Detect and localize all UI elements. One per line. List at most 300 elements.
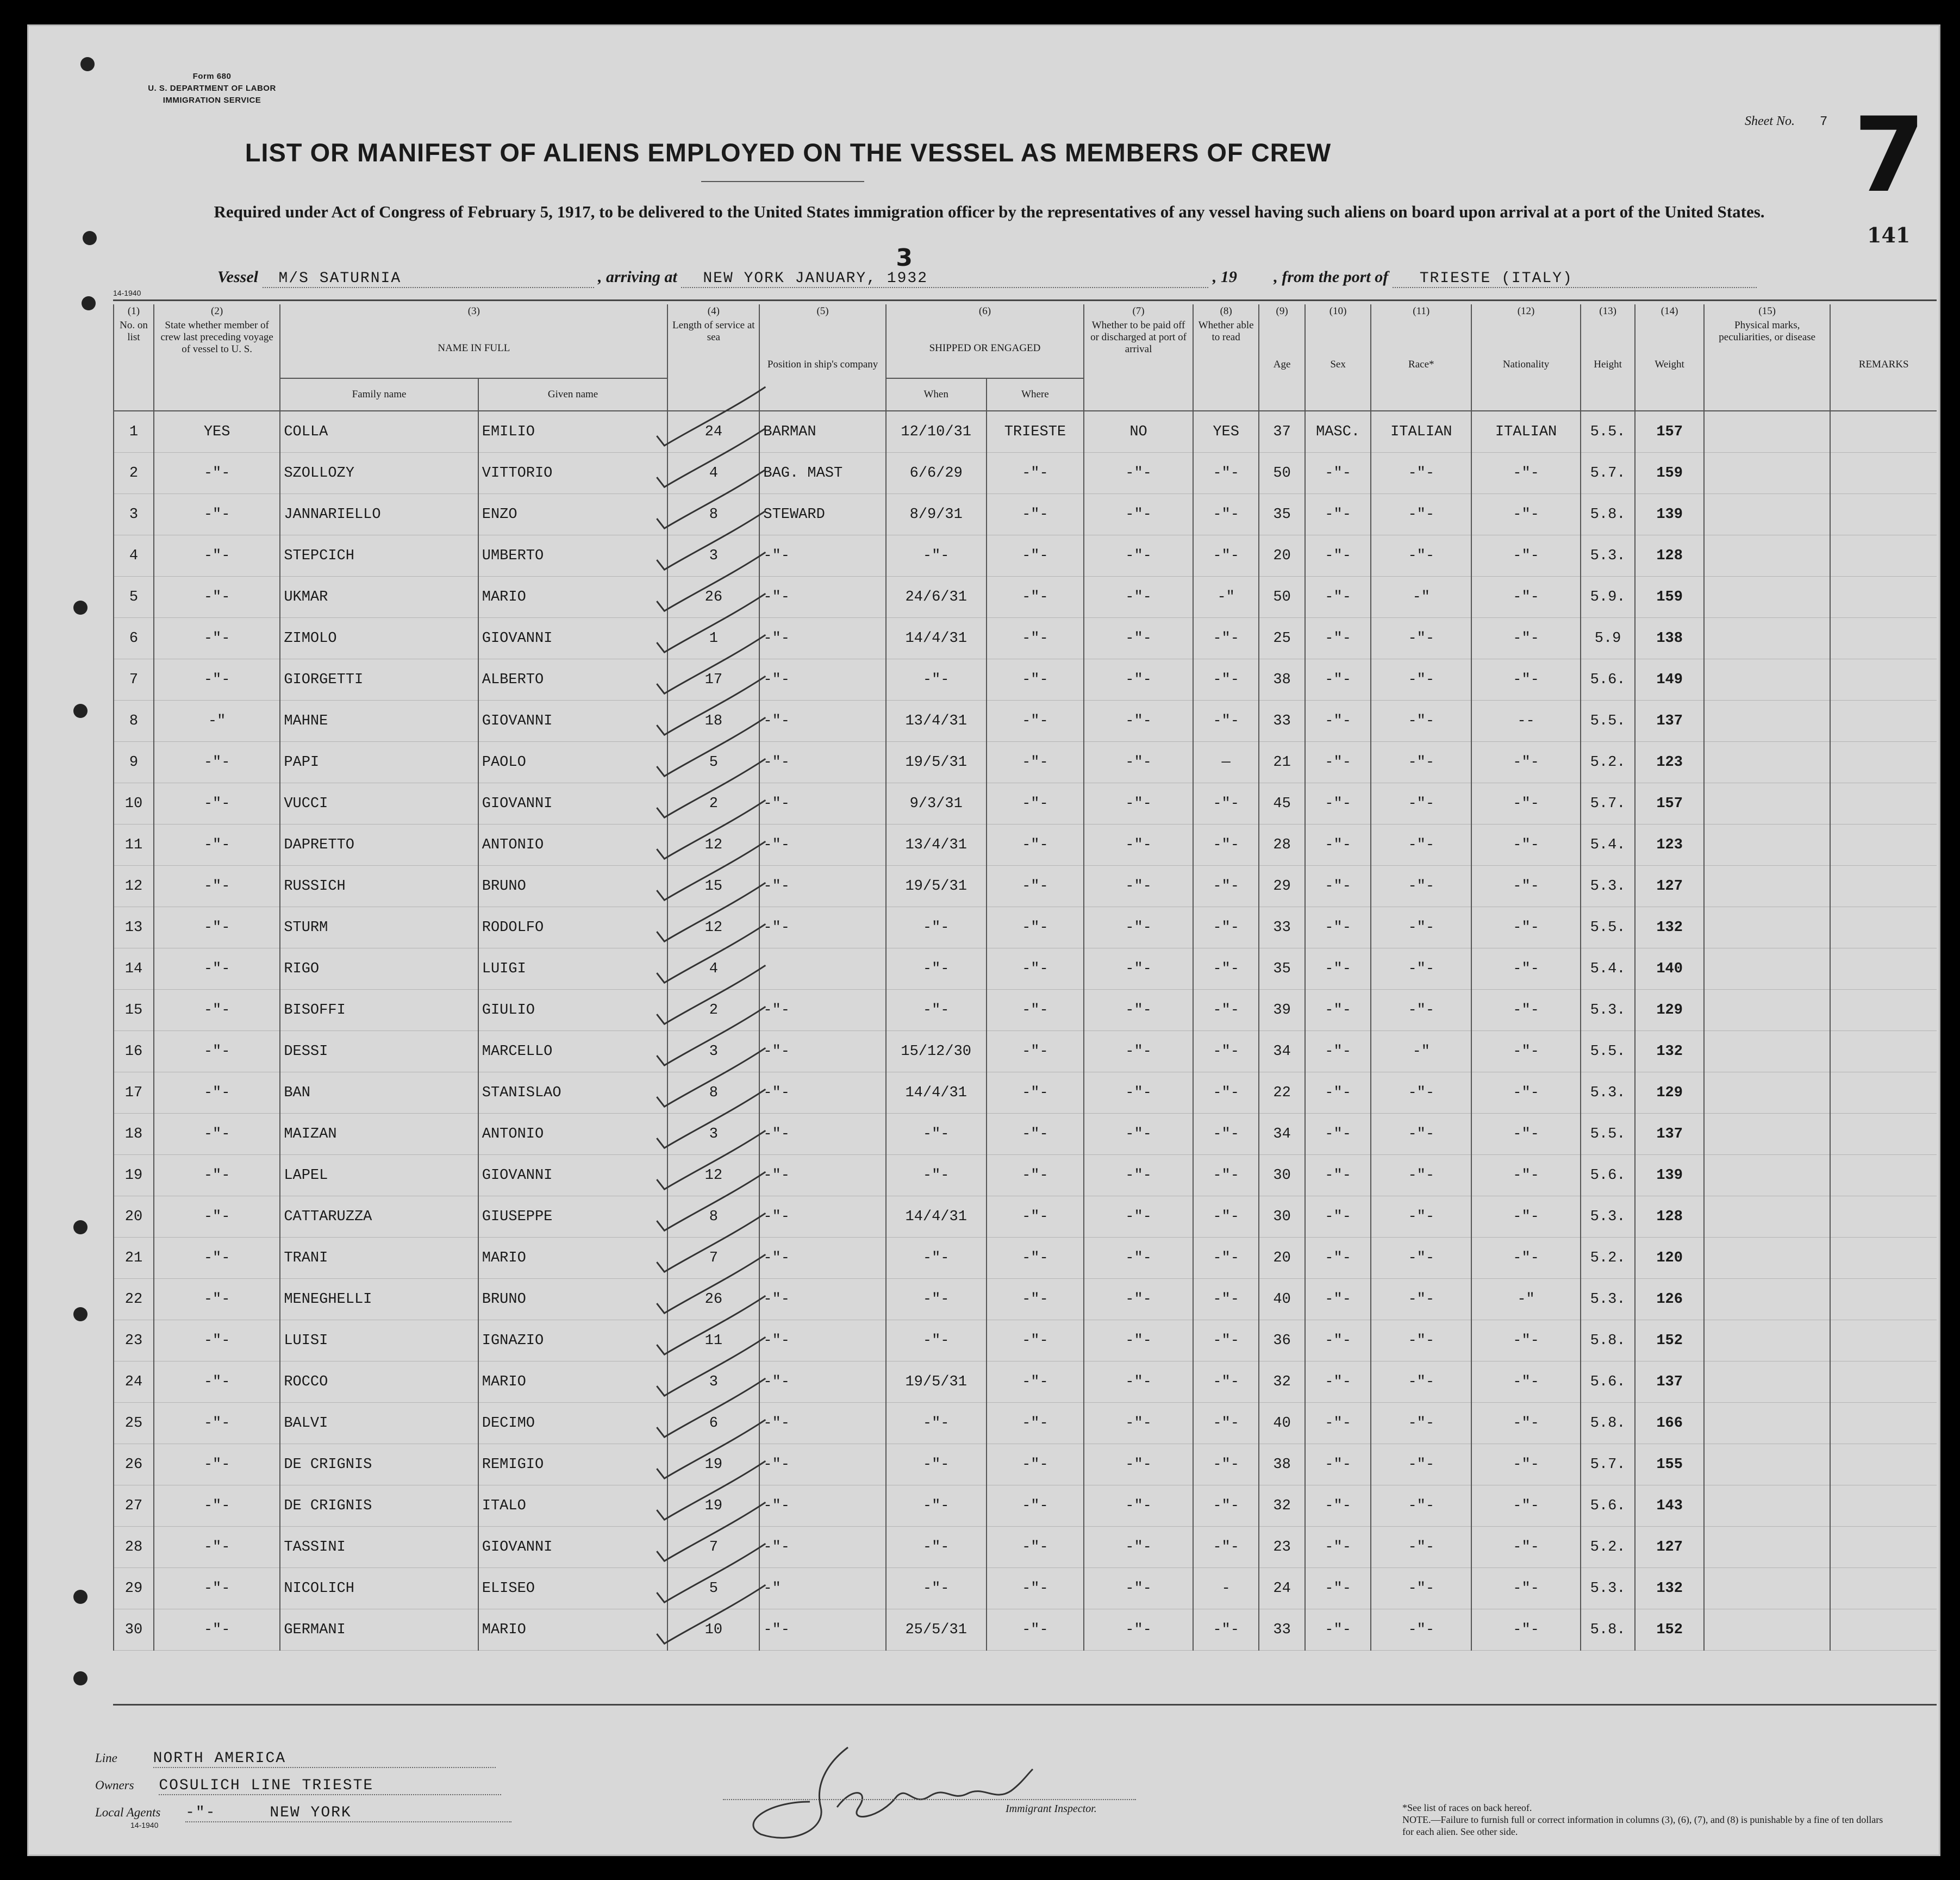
cell-sex: -"- <box>1305 1403 1371 1444</box>
cell-engaged-where: -"- <box>987 742 1084 783</box>
table-row <box>114 1238 1937 1279</box>
cell-row-number: 20 <box>114 1196 154 1238</box>
cell-position: -"- <box>759 742 885 783</box>
cell-weight: 137 <box>1635 1114 1704 1155</box>
table-row <box>114 1155 1937 1196</box>
cell-position: -"- <box>759 577 885 618</box>
cell-given-name: MARIO <box>478 577 668 618</box>
cell-prev-voyage: -" <box>154 701 280 742</box>
col-remarks: REMARKS <box>1830 318 1937 411</box>
table-row <box>114 1196 1937 1238</box>
crew-table <box>113 304 1937 1651</box>
cell-weight: 143 <box>1635 1485 1704 1527</box>
table-row <box>114 783 1937 825</box>
cell-physical-marks <box>1704 535 1830 577</box>
page-number: 141 <box>1867 223 1911 247</box>
cell-height: 5.7. <box>1581 783 1635 825</box>
cell-nationality: -"- <box>1471 948 1581 990</box>
table-row <box>114 948 1937 990</box>
cell-nationality: -"- <box>1471 1155 1581 1196</box>
cell-position: BAG. MAST <box>759 453 885 494</box>
cell-service-length: 18 <box>667 701 759 742</box>
cell-engaged-where: -"- <box>987 948 1084 990</box>
cell-family-name: TASSINI <box>280 1527 478 1568</box>
cell-paid-off: -"- <box>1084 1320 1193 1361</box>
cell-physical-marks <box>1704 1361 1830 1403</box>
cell-given-name: ANTONIO <box>478 825 668 866</box>
cell-height: 5.7. <box>1581 1444 1635 1485</box>
cell-age: 40 <box>1259 1403 1305 1444</box>
cell-given-name: BRUNO <box>478 866 668 907</box>
sheet-number-value: 7 <box>1819 115 1828 129</box>
cell-prev-voyage: -"- <box>154 866 280 907</box>
cell-service-length: 2 <box>667 783 759 825</box>
cell-row-number: 30 <box>114 1609 154 1651</box>
cell-height: 5.6. <box>1581 1361 1635 1403</box>
cell-weight: 132 <box>1635 907 1704 948</box>
cell-prev-voyage: -"- <box>154 1444 280 1485</box>
col-num-6: (6) <box>886 304 1084 318</box>
cell-given-name: ALBERTO <box>478 659 668 701</box>
cell-able-to-read: -"- <box>1193 453 1259 494</box>
sheet-number-label: Sheet No. <box>1745 114 1795 128</box>
cell-family-name: PAPI <box>280 742 478 783</box>
col-when: When <box>886 378 987 411</box>
title-rule <box>701 181 864 182</box>
cell-height: 5.6. <box>1581 1485 1635 1527</box>
cell-sex: -"- <box>1305 535 1371 577</box>
cell-given-name: STANISLAO <box>478 1072 668 1114</box>
agents-ditto: -"- <box>185 1804 216 1821</box>
cell-able-to-read: -"- <box>1193 1485 1259 1527</box>
cell-row-number: 25 <box>114 1403 154 1444</box>
cell-service-length: 5 <box>667 742 759 783</box>
cell-sex: -"- <box>1305 907 1371 948</box>
cell-engaged-where: -"- <box>987 1568 1084 1609</box>
cell-height: 5.7. <box>1581 453 1635 494</box>
cell-prev-voyage: -"- <box>154 948 280 990</box>
cell-nationality: -"- <box>1471 1361 1581 1403</box>
col-num-5: (5) <box>759 304 885 318</box>
cell-sex: -"- <box>1305 1568 1371 1609</box>
table-row <box>114 742 1937 783</box>
cell-remarks <box>1830 948 1937 990</box>
punch-hole <box>73 1220 88 1234</box>
cell-race: -"- <box>1371 535 1471 577</box>
cell-given-name: BRUNO <box>478 1279 668 1320</box>
cell-weight: 123 <box>1635 825 1704 866</box>
cell-engaged-when: -"- <box>886 907 987 948</box>
cell-able-to-read: -"- <box>1193 701 1259 742</box>
vessel-name: M/S SATURNIA <box>263 270 594 288</box>
cell-race: -" <box>1371 1031 1471 1072</box>
cell-service-length: 7 <box>667 1527 759 1568</box>
cell-sex: -"- <box>1305 1485 1371 1527</box>
cell-engaged-when: 24/6/31 <box>886 577 987 618</box>
cell-engaged-when: -"- <box>886 1527 987 1568</box>
table-row <box>114 1072 1937 1114</box>
col-name-in-full: NAME IN FULL <box>280 318 667 378</box>
cell-physical-marks <box>1704 494 1830 535</box>
cell-position: -"- <box>759 1114 885 1155</box>
cell-weight: 152 <box>1635 1609 1704 1651</box>
cell-weight: 132 <box>1635 1031 1704 1072</box>
cell-sex: -"- <box>1305 494 1371 535</box>
cell-weight: 140 <box>1635 948 1704 990</box>
cell-prev-voyage: -"- <box>154 1361 280 1403</box>
cell-prev-voyage: -"- <box>154 1196 280 1238</box>
cell-able-to-read: -"- <box>1193 1196 1259 1238</box>
cell-row-number: 17 <box>114 1072 154 1114</box>
sheet-number <box>1745 114 1827 129</box>
cell-able-to-read: YES <box>1193 411 1259 453</box>
cell-remarks <box>1830 783 1937 825</box>
cell-sex: -"- <box>1305 1072 1371 1114</box>
cell-physical-marks <box>1704 1196 1830 1238</box>
cell-row-number: 15 <box>114 990 154 1031</box>
cell-sex: -"- <box>1305 1238 1371 1279</box>
cell-row-number: 4 <box>114 535 154 577</box>
cell-remarks <box>1830 1444 1937 1485</box>
cell-height: 5.5. <box>1581 1031 1635 1072</box>
cell-position: -"- <box>759 990 885 1031</box>
cell-service-length: 3 <box>667 1114 759 1155</box>
cell-paid-off: -"- <box>1084 1403 1193 1444</box>
cell-physical-marks <box>1704 1114 1830 1155</box>
cell-family-name: BISOFFI <box>280 990 478 1031</box>
cell-race: -"- <box>1371 1485 1471 1527</box>
cell-paid-off: -"- <box>1084 948 1193 990</box>
cell-prev-voyage: -"- <box>154 659 280 701</box>
cell-engaged-where: -"- <box>987 1114 1084 1155</box>
cell-height: 5.9. <box>1581 577 1635 618</box>
cell-nationality: -"- <box>1471 1609 1581 1651</box>
cell-row-number: 28 <box>114 1527 154 1568</box>
cell-engaged-where: -"- <box>987 659 1084 701</box>
cell-given-name: ENZO <box>478 494 668 535</box>
cell-height: 5.6. <box>1581 659 1635 701</box>
form-code-top: 14-1940 <box>113 289 141 297</box>
cell-able-to-read: -"- <box>1193 1279 1259 1320</box>
punch-hole <box>80 57 95 71</box>
penalty-note: NOTE.—Failure to furnish full or correct information in columns (3), (6), (7), and (8) is punishable by a fine of ten dollars for each alien. See other side. <box>1402 1814 1883 1837</box>
agents-value <box>185 1804 511 1822</box>
cell-engaged-when: 13/4/31 <box>886 701 987 742</box>
cell-remarks <box>1830 825 1937 866</box>
cell-sex: -"- <box>1305 783 1371 825</box>
col-num-15: (15) <box>1704 304 1830 318</box>
cell-position: -"- <box>759 1444 885 1485</box>
cell-nationality: -"- <box>1471 1031 1581 1072</box>
cell-nationality: -"- <box>1471 1485 1581 1527</box>
cell-prev-voyage: -"- <box>154 1527 280 1568</box>
cell-engaged-where: -"- <box>987 618 1084 659</box>
arriving-label: , arriving at <box>598 268 677 286</box>
cell-row-number: 19 <box>114 1155 154 1196</box>
cell-remarks <box>1830 659 1937 701</box>
from-label: , from the port of <box>1274 268 1389 286</box>
col-weight: Weight <box>1635 318 1704 411</box>
cell-weight: 127 <box>1635 866 1704 907</box>
cell-nationality: -"- <box>1471 1072 1581 1114</box>
cell-race: -"- <box>1371 1361 1471 1403</box>
cell-engaged-when: 19/5/31 <box>886 1361 987 1403</box>
cell-engaged-where: -"- <box>987 453 1084 494</box>
col-num-4: (4) <box>667 304 759 318</box>
cell-position: -"- <box>759 1527 885 1568</box>
cell-height: 5.3. <box>1581 1196 1635 1238</box>
cell-row-number: 21 <box>114 1238 154 1279</box>
cell-position: -"- <box>759 618 885 659</box>
cell-sex: -"- <box>1305 1279 1371 1320</box>
cell-nationality: -"- <box>1471 1403 1581 1444</box>
cell-engaged-when: 15/12/30 <box>886 1031 987 1072</box>
cell-paid-off: -"- <box>1084 1485 1193 1527</box>
cell-prev-voyage: -"- <box>154 1114 280 1155</box>
cell-remarks <box>1830 453 1937 494</box>
cell-race: -"- <box>1371 825 1471 866</box>
cell-engaged-where: TRIESTE <box>987 411 1084 453</box>
col-no-on-list: No. on list <box>114 318 154 411</box>
cell-family-name: JANNARIELLO <box>280 494 478 535</box>
cell-physical-marks <box>1704 1403 1830 1444</box>
cell-position: -"- <box>759 1196 885 1238</box>
cell-family-name: GERMANI <box>280 1609 478 1651</box>
cell-race: -"- <box>1371 1444 1471 1485</box>
cell-engaged-where: -"- <box>987 701 1084 742</box>
cell-able-to-read: -"- <box>1193 948 1259 990</box>
cell-family-name: MAIZAN <box>280 1114 478 1155</box>
cell-remarks <box>1830 701 1937 742</box>
table-row <box>114 1485 1937 1527</box>
cell-age: 24 <box>1259 1568 1305 1609</box>
cell-sex: -"- <box>1305 618 1371 659</box>
cell-paid-off: -"- <box>1084 1196 1193 1238</box>
table-row <box>114 1609 1937 1651</box>
cell-remarks <box>1830 1403 1937 1444</box>
cell-weight: 132 <box>1635 1568 1704 1609</box>
cell-weight: 120 <box>1635 1238 1704 1279</box>
cell-prev-voyage: -"- <box>154 783 280 825</box>
cell-age: 36 <box>1259 1320 1305 1361</box>
cell-race: -"- <box>1371 1527 1471 1568</box>
cell-engaged-when: 13/4/31 <box>886 825 987 866</box>
cell-height: 5.3. <box>1581 866 1635 907</box>
cell-position: -"- <box>759 825 885 866</box>
cell-engaged-when: 19/5/31 <box>886 742 987 783</box>
cell-age: 33 <box>1259 1609 1305 1651</box>
cell-prev-voyage: -"- <box>154 618 280 659</box>
cell-age: 38 <box>1259 1444 1305 1485</box>
service-name: IMMIGRATION SERVICE <box>163 96 261 105</box>
crew-rows <box>114 411 1937 1651</box>
cell-prev-voyage: -"- <box>154 453 280 494</box>
cell-race: -"- <box>1371 1155 1471 1196</box>
requirement-text: Required under Act of Congress of February 5, 1917, to be delivered to the United States immigration officer by the representatives of any vessel having such aliens on board upon arrival at a port of the United States. <box>214 202 1765 221</box>
cell-family-name: BALVI <box>280 1403 478 1444</box>
cell-race: -"- <box>1371 866 1471 907</box>
cell-row-number: 13 <box>114 907 154 948</box>
cell-physical-marks <box>1704 948 1830 990</box>
cell-remarks <box>1830 411 1937 453</box>
cell-engaged-when: -"- <box>886 535 987 577</box>
cell-race: ITALIAN <box>1371 411 1471 453</box>
cell-paid-off: -"- <box>1084 494 1193 535</box>
cell-able-to-read: -"- <box>1193 1444 1259 1485</box>
cell-row-number: 22 <box>114 1279 154 1320</box>
cell-race: -"- <box>1371 948 1471 990</box>
cell-age: 28 <box>1259 825 1305 866</box>
cell-engaged-when: -"- <box>886 1485 987 1527</box>
manifest-sheet <box>27 24 1940 1856</box>
cell-row-number: 8 <box>114 701 154 742</box>
cell-nationality: -"- <box>1471 535 1581 577</box>
cell-able-to-read: -"- <box>1193 659 1259 701</box>
cell-family-name: GIORGETTI <box>280 659 478 701</box>
cell-prev-voyage: -"- <box>154 1155 280 1196</box>
cell-race: -"- <box>1371 1568 1471 1609</box>
cell-age: 34 <box>1259 1114 1305 1155</box>
cell-prev-voyage: -"- <box>154 1609 280 1651</box>
cell-engaged-where: -"- <box>987 866 1084 907</box>
cell-engaged-when: -"- <box>886 1320 987 1361</box>
table-row <box>114 990 1937 1031</box>
cell-height: 5.9 <box>1581 618 1635 659</box>
cell-age: 30 <box>1259 1155 1305 1196</box>
cell-family-name: NICOLICH <box>280 1568 478 1609</box>
handwritten-day: 3 <box>896 244 914 272</box>
cell-weight: 157 <box>1635 783 1704 825</box>
cell-service-length: 8 <box>667 1072 759 1114</box>
table-row <box>114 453 1937 494</box>
cell-age: 33 <box>1259 907 1305 948</box>
cell-weight: 139 <box>1635 494 1704 535</box>
cell-able-to-read: -"- <box>1193 1527 1259 1568</box>
cell-nationality: -"- <box>1471 453 1581 494</box>
cell-race: -"- <box>1371 494 1471 535</box>
column-title-row <box>114 318 1937 378</box>
cell-paid-off: -"- <box>1084 1568 1193 1609</box>
cell-prev-voyage: -"- <box>154 907 280 948</box>
cell-able-to-read: -"- <box>1193 1072 1259 1114</box>
cell-prev-voyage: -"- <box>154 1072 280 1114</box>
table-row <box>114 907 1937 948</box>
page-title: LIST OR MANIFEST OF ALIENS EMPLOYED ON THE VESSEL AS MEMBERS OF CREW <box>245 138 1332 167</box>
cell-paid-off: -"- <box>1084 701 1193 742</box>
cell-paid-off: -"- <box>1084 453 1193 494</box>
cell-nationality: -"- <box>1471 907 1581 948</box>
cell-engaged-where: -"- <box>987 990 1084 1031</box>
cell-position: -"- <box>759 1485 885 1527</box>
cell-height: 5.2. <box>1581 1527 1635 1568</box>
cell-service-length: 8 <box>667 494 759 535</box>
cell-family-name: RIGO <box>280 948 478 990</box>
cell-given-name: GIOVANNI <box>478 1155 668 1196</box>
col-where: Where <box>987 378 1084 411</box>
cell-paid-off: -"- <box>1084 1031 1193 1072</box>
cell-remarks <box>1830 742 1937 783</box>
col-family-name: Family name <box>280 378 478 411</box>
cell-nationality: -"- <box>1471 1568 1581 1609</box>
cell-row-number: 2 <box>114 453 154 494</box>
cell-family-name: UKMAR <box>280 577 478 618</box>
cell-position: -"- <box>759 535 885 577</box>
cell-remarks <box>1830 1238 1937 1279</box>
cell-physical-marks <box>1704 1320 1830 1361</box>
cell-sex: -"- <box>1305 1320 1371 1361</box>
cell-sex: -"- <box>1305 659 1371 701</box>
cell-nationality: -"- <box>1471 494 1581 535</box>
cell-given-name: EMILIO <box>478 411 668 453</box>
cell-family-name: DAPRETTO <box>280 825 478 866</box>
table-top-rule <box>113 299 1937 301</box>
cell-physical-marks <box>1704 1485 1830 1527</box>
table-row <box>114 535 1937 577</box>
cell-remarks <box>1830 494 1937 535</box>
table-row <box>114 1444 1937 1485</box>
cell-engaged-where: -"- <box>987 1072 1084 1114</box>
cell-height: 5.8. <box>1581 1403 1635 1444</box>
cell-race: -"- <box>1371 1320 1471 1361</box>
cell-engaged-when: -"- <box>886 990 987 1031</box>
cell-engaged-where: -"- <box>987 1238 1084 1279</box>
cell-position: -"- <box>759 783 885 825</box>
cell-engaged-when: 12/10/31 <box>886 411 987 453</box>
cell-given-name: ELISEO <box>478 1568 668 1609</box>
cell-able-to-read: -"- <box>1193 494 1259 535</box>
cell-race: -"- <box>1371 1238 1471 1279</box>
cell-weight: 137 <box>1635 1361 1704 1403</box>
owners-value: COSULICH LINE TRIESTE <box>159 1777 501 1795</box>
punch-hole <box>73 1590 88 1604</box>
cell-sex: -"- <box>1305 866 1371 907</box>
cell-row-number: 9 <box>114 742 154 783</box>
col-race: Race* <box>1371 318 1471 411</box>
cell-race: -"- <box>1371 659 1471 701</box>
cell-age: 40 <box>1259 1279 1305 1320</box>
cell-family-name: DE CRIGNIS <box>280 1485 478 1527</box>
col-num-9: (9) <box>1259 304 1305 318</box>
cell-age: 34 <box>1259 1031 1305 1072</box>
col-paid-off: Whether to be paid off or discharged at port of arrival <box>1084 318 1193 411</box>
cell-sex: -"- <box>1305 701 1371 742</box>
cell-age: 30 <box>1259 1196 1305 1238</box>
cell-remarks <box>1830 990 1937 1031</box>
cell-physical-marks <box>1704 701 1830 742</box>
cell-given-name: VITTORIO <box>478 453 668 494</box>
cell-nationality: -- <box>1471 701 1581 742</box>
table-row <box>114 701 1937 742</box>
form-number: Form 680 <box>192 72 232 81</box>
cell-prev-voyage: -"- <box>154 1031 280 1072</box>
cell-given-name: GIULIO <box>478 990 668 1031</box>
cell-family-name: STURM <box>280 907 478 948</box>
cell-race: -"- <box>1371 990 1471 1031</box>
cell-sex: -"- <box>1305 1444 1371 1485</box>
cell-engaged-when: 14/4/31 <box>886 1196 987 1238</box>
cell-paid-off: -"- <box>1084 783 1193 825</box>
cell-paid-off: -"- <box>1084 907 1193 948</box>
col-num-16 <box>1830 304 1937 318</box>
cell-able-to-read: -" <box>1193 577 1259 618</box>
col-age: Age <box>1259 318 1305 411</box>
cell-row-number: 14 <box>114 948 154 990</box>
cell-row-number: 18 <box>114 1114 154 1155</box>
cell-position: STEWARD <box>759 494 885 535</box>
cell-engaged-when: -"- <box>886 948 987 990</box>
footer-notes <box>1402 1802 1892 1838</box>
cell-engaged-when: 6/6/29 <box>886 453 987 494</box>
